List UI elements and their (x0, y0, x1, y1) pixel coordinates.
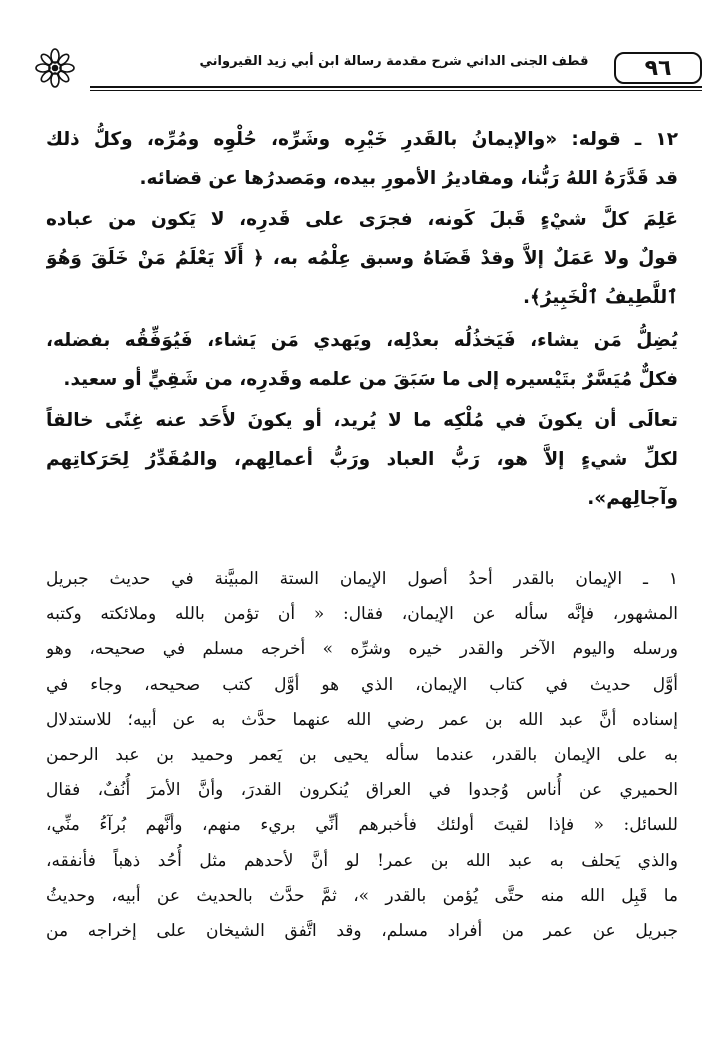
text-line: يُضِلُّ مَن يشاء، فَيَخذُلُه بعدْلِه، ويَهدي مَن يَشاء، فَيُوَفِّقُه بفضله، (46, 330, 678, 351)
text-line: وآجالِهم». (587, 488, 678, 509)
text-line: تعالَى أن يكونَ في مُلْكِه ما لا يُريد، أو يكونَ لأَحَد عنه غِنًى خالقاً (46, 410, 678, 431)
flower-ornament-icon (30, 46, 80, 92)
sharh-text (46, 562, 678, 949)
matn-text (46, 120, 678, 518)
page-header (30, 46, 702, 92)
text-line: الحميري عن أُناس وُجدوا في العراق يُنكرون القدرَ، وأنَّ الأمرَ أُنُفٌ، فقال (46, 780, 678, 801)
text-line: ورسله واليوم الآخر والقدر خيره وشرِّه » أخرجه مسلم في صحيحه، وهو (46, 639, 678, 660)
matn-paragraph (46, 401, 678, 518)
header-rule (90, 86, 702, 88)
text-line: أوَّل حديث في كتاب الإيمان، الذي هو أوَّل كتب صحيحه، وجاء في (46, 674, 678, 695)
text-line: فكلٌّ مُيَسَّرٌ بتَيْسيره إلى ما سَبَقَ من علمه وقَدرِه، من شَقِيٍّ أو سعيد. (63, 369, 678, 390)
text-line: جبريل عن عمر من أفراد مسلم، وقد اتَّفق الشيخان على إخراجه من (46, 920, 678, 941)
text-line: ما قَبِل الله منه حتَّى يُؤمن بالقدر »، ثمَّ حدَّث بالحديث عن أبيه، وحديثُ (46, 885, 678, 906)
text-line: ١٢ ـ قوله: «والإيمانُ بالقَدرِ خَيْرِه وشَرِّه، حُلْوِه ومُرِّه، وكلُّ ذلك (46, 129, 678, 150)
text-line: للسائل: « فإذا لقيتَ أولئك فأخبرهم أنِّي بريء منهم، وأنَّهم بُرآءُ منِّي، (46, 815, 678, 836)
header-rule-thin (90, 90, 702, 91)
matn-paragraph (46, 321, 678, 399)
page-number: ٩٦ (614, 52, 702, 84)
text-line: به على الإيمان بالقدر، عندما سأله يحيى بن يَعمر وحميد بن عبد الرحمن (46, 744, 678, 765)
text-line: المشهور، فإنَّه سأله عن الإيمان، فقال: « أن تؤمن بالله وملائكته وكتبه (46, 604, 678, 625)
text-line: لكلِّ شيءٍ إلاَّ هو، رَبُّ العباد ورَبُّ أعمالِهم، والمُقَدِّرُ لِحَرَكاتِهم (46, 449, 678, 470)
matn-paragraph (46, 120, 678, 198)
text-line: ٱللَّطِيفُ ٱلْخَبِيرُ﴾. (523, 287, 678, 308)
matn-paragraph (46, 200, 678, 317)
text-line: قولٌ ولا عَمَلٌ إلاَّ وقدْ قَضَاهُ وسبق عِلْمُه به، ﴿ أَلَا يَعْلَمُ مَنْ خَلَقَ وَهُوَ (46, 248, 678, 269)
text-line: ١ ـ الإيمان بالقدر أحدُ أصول الإيمان الستة المبيَّنة في حديث جبريل (46, 569, 678, 589)
text-line: قد قَدَّرَهُ اللهُ رَبُّنا، ومقاديرُ الأمورِ بيده، ومَصدرُها عن قضائه. (139, 168, 678, 189)
text-line: عَلِمَ كلَّ شيْءٍ قَبلَ كَونه، فجرَى على قَدرِه، لا يَكون من عباده (46, 209, 678, 230)
book-title: قطف الجنى الداني شرح مقدمة رسالة ابن أبي زيد القيرواني (199, 54, 589, 69)
text-line: والذي يَحلف به عبد الله بن عمر! لو أنَّ لأحدهم مثل أُحُد ذهباً فأنفقه، (46, 850, 678, 871)
text-line: إسناده أنَّ عبد الله بن عمر رضي الله عنهما حدَّث به عن أبيه؛ للاستدلال (46, 709, 678, 730)
